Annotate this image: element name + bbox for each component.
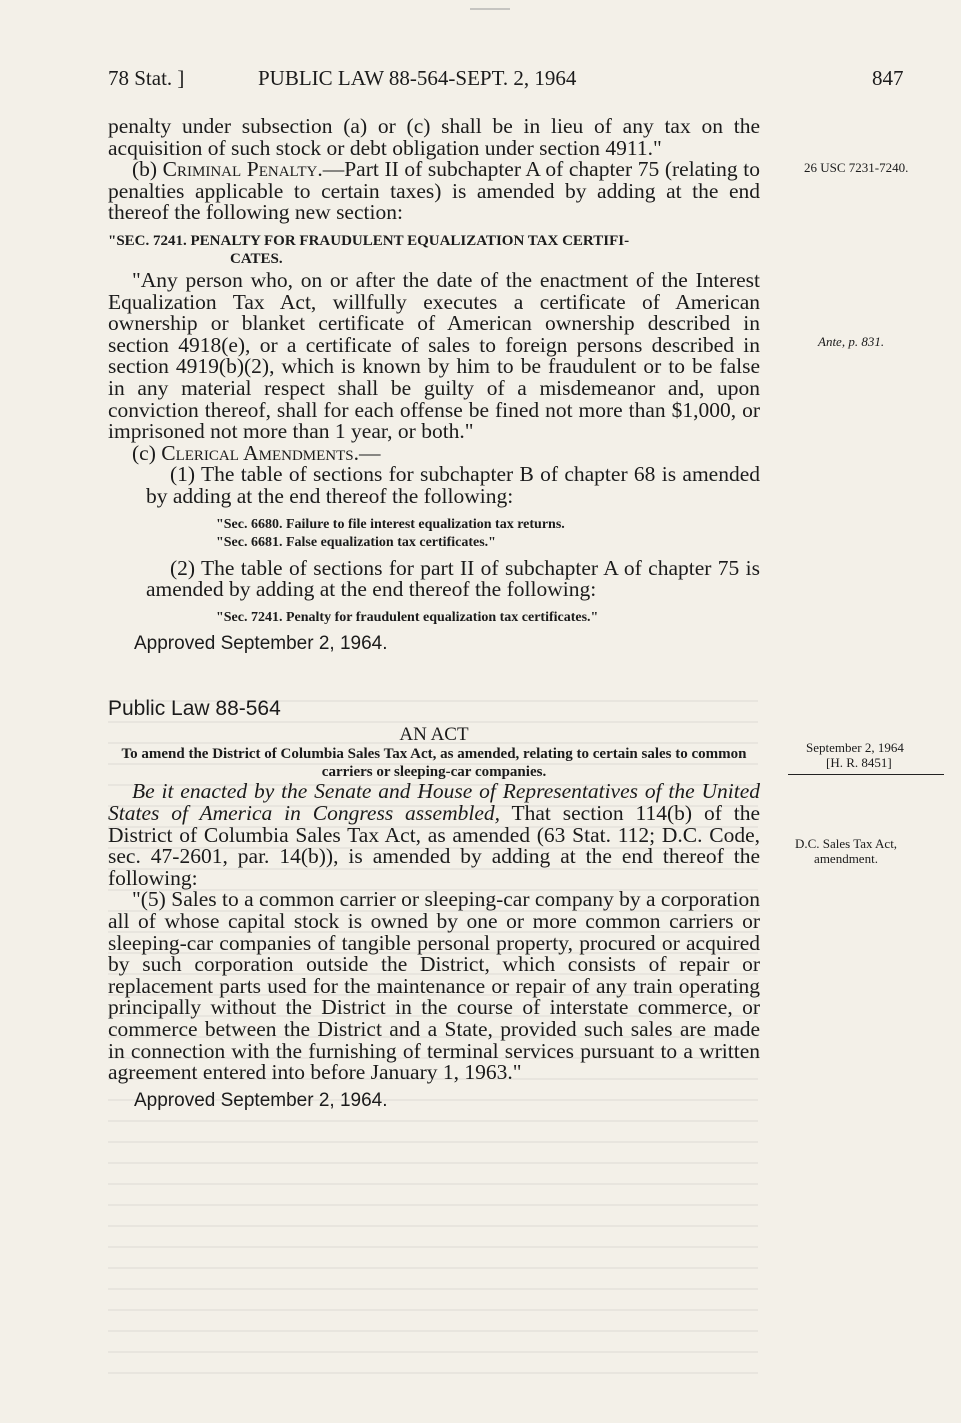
subsection-heading: Criminal Penalty. (162, 157, 323, 182)
paragraph-amendment-2: (2) The table of sections for part II of subchapter A of chapter 75 is amended by adding at the end thereof the following: (146, 555, 760, 602)
act-title: AN ACT (399, 723, 469, 745)
header-title: PUBLIC LAW 88-564-SEPT. 2, 1964 (258, 66, 577, 90)
body-text (108, 116, 760, 1111)
margin-note-ante: Ante, p. 831. (818, 334, 885, 349)
header-page-number: 847 (872, 66, 904, 90)
public-law-title: Public Law 88-564 (108, 697, 281, 721)
section-heading-7241: "SEC. 7241. PENALTY FOR FRAUDULENT EQUALIZATION TAX CERTIFI- CATES. (108, 232, 630, 267)
table-entry-7241: "Sec. 7241. Penalty for fraudulent equalization tax certificates." (216, 609, 599, 625)
approved-date-2: Approved September 2, 1964. (134, 1089, 388, 1111)
margin-note-dc-tax: D.C. Sales Tax Act, amendment. (794, 836, 898, 866)
enacting-clause: Be it enacted by the Senate and House of Representatives of the United States of America in Congress assembled, That section 114(b) of the District of Columbia Sales Tax Act, as amended (63 Stat. 112; D.C. Code, sec. 47-2601, par. 14(b)), is amended by adding at the end thereof the following: (108, 779, 760, 890)
margin-rule (788, 774, 944, 775)
enacting-formula: Be it enacted by the Senate and House of Representatives of the United States of America in Congress assembled, (108, 779, 760, 826)
act-description: To amend the District of Columbia Sales Tax Act, as amended, relating to certain sales to common carriers or sleeping-car companies. (121, 746, 747, 781)
table-entry-6680: "Sec. 6680. Failure to file interest equalization tax returns. (216, 516, 565, 532)
paragraph-clerical-amendments: (c) Clerical Amendments.— (132, 440, 381, 465)
scan-mark (470, 8, 510, 10)
subsection-heading: Clerical Amendments. (161, 440, 360, 465)
paragraph-section-7241: "Any person who, on or after the date of the enactment of the Interest Equalization Tax Act, willfully executes a certificate of American ownership or blanket certificate of American ownership described in section 4918(e), or a certificate of sales to foreign persons described in section 4919(b)(2), which is known by him to be fraudulent or to be false in any material respect shall be guilty of a misdemeanor and, upon conviction thereof, shall for each offense be fined not more than $1,000, or imprisoned not more than 1 year, or both." (108, 267, 760, 444)
table-entry-6681: "Sec. 6681. False equalization tax certificates." (216, 534, 496, 550)
paragraph-sales-provision: "(5) Sales to a common carrier or sleeping-car company by a corporation all of whose capital stock is owned by one or more common carriers or sleeping-car companies of tangible personal property, procured or acquired by such corporation outside the District, which consists of repair or replacement parts used for the maintenance or repair of any train operating principally without the District in the course of interstate commerce, or commerce between the District and a State, provided such sales are made in connection with the furnishing of terminal services pursuant to a written agreement entered into before January 1, 1963." (108, 887, 760, 1085)
margin-note-date: September 2, 1964 (806, 740, 904, 755)
margin-note-usc: 26 USC 7231-7240. (804, 160, 909, 175)
paragraph-amendment-1: (1) The table of sections for subchapter B of chapter 68 is amended by adding at the end thereof the following: (146, 462, 760, 508)
header-volume: 78 Stat. ] (108, 66, 185, 90)
margin-note-bill: [H. R. 8451] (826, 755, 892, 770)
paragraph-criminal-penalty: (b) Criminal Penalty.—Part II of subchapter A of chapter 75 (relating to penalties applicable to certain taxes) is amended by adding at the end thereof the following new section: (108, 157, 760, 225)
approved-date-1: Approved September 2, 1964. (134, 632, 388, 654)
paragraph-continuation: penalty under subsection (a) or (c) shall be in lieu of any tax on the acquisition of such stock or debt obligation under section 4911." (108, 114, 760, 160)
